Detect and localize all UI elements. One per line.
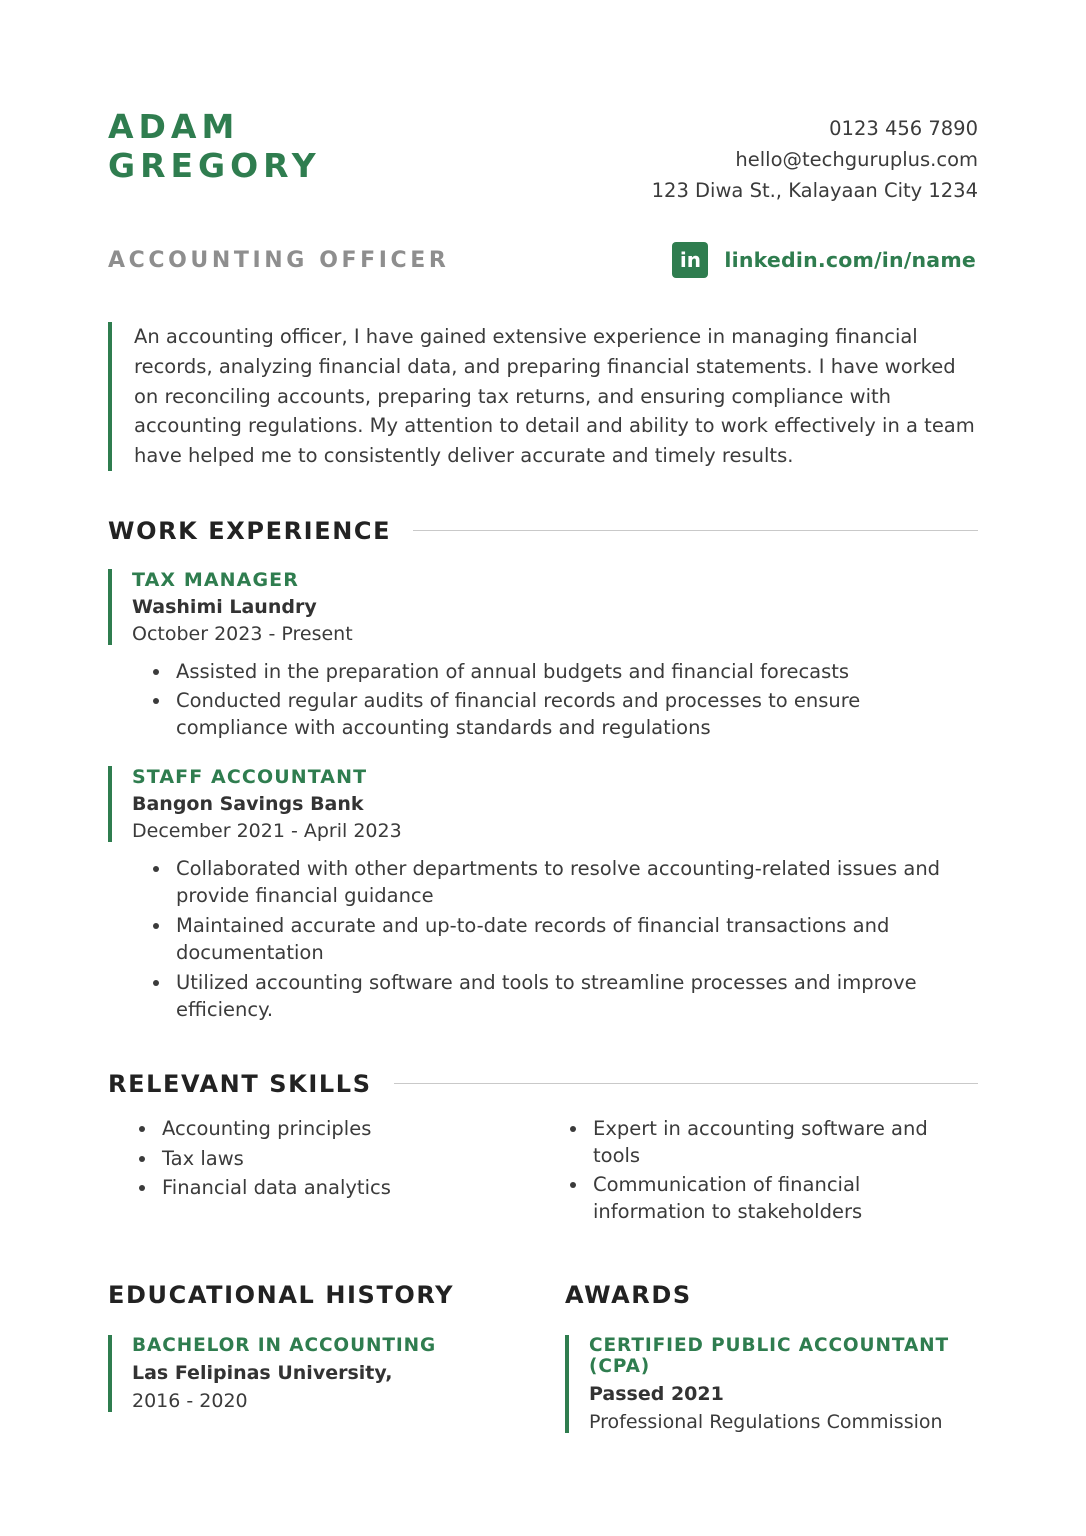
section-title: EDUCATIONAL HISTORY bbox=[108, 1281, 455, 1310]
phone-number[interactable]: 0123 456 7890 bbox=[829, 117, 978, 140]
award-name: CERTIFIED PUBLIC ACCOUNTANT (CPA) bbox=[589, 1335, 950, 1378]
summary-text: An accounting officer, I have gained extensive experience in managing financial records, analyzing financial data, and preparing financial statements. I have worked on reconciling accounts, preparing tax returns, and ensuring compliance with accounting regulations. My attention to detail and ability to work effectively in a team have helped me to consistently deliver accurate and timely results. bbox=[134, 325, 975, 467]
job-position: TAX MANAGER bbox=[132, 568, 299, 591]
section-title: AWARDS bbox=[565, 1281, 692, 1310]
heading-divider bbox=[413, 530, 978, 531]
list-item: • Conducted regular audits of financial records and processes to ensure compliance with accounting standards and regulations bbox=[172, 688, 978, 742]
candidate-name bbox=[108, 100, 321, 186]
linkedin-icon: in bbox=[672, 242, 708, 278]
list-item: • Communication of financial information to stakeholders bbox=[589, 1172, 978, 1226]
list-item: • Utilized accounting software and tools to streamline processes and improve efficiency. bbox=[172, 970, 978, 1024]
bottom-sections bbox=[108, 1281, 978, 1433]
job-role-title: ACCOUNTING OFFICER bbox=[108, 247, 450, 273]
award-status: Passed 2021 bbox=[589, 1383, 724, 1406]
linkedin-url[interactable]: linkedin.com/in/name bbox=[724, 248, 976, 273]
relevant-skills-heading bbox=[108, 1070, 978, 1098]
job-company: Bangon Savings Bank bbox=[132, 793, 364, 816]
relevant-skills-section bbox=[108, 1070, 978, 1230]
school-name: Las Felipinas University, bbox=[132, 1362, 393, 1385]
job-bullets bbox=[108, 659, 978, 743]
list-item: • Accounting principles bbox=[158, 1116, 543, 1143]
skills-list bbox=[543, 1116, 978, 1227]
degree-name: BACHELOR IN ACCOUNTING bbox=[132, 1335, 437, 1357]
skills-column-left bbox=[108, 1116, 543, 1230]
job-company: Washimi Laundry bbox=[132, 595, 317, 618]
work-experience-heading bbox=[108, 517, 978, 545]
section-title: WORK EXPERIENCE bbox=[108, 516, 392, 545]
education-section bbox=[108, 1281, 543, 1433]
street-address: 123 Diwa St., Kalayaan City 1234 bbox=[651, 178, 978, 202]
section-title: RELEVANT SKILLS bbox=[108, 1069, 372, 1098]
job-dates: October 2023 - Present bbox=[132, 622, 353, 645]
skills-list bbox=[108, 1116, 543, 1203]
work-entry bbox=[108, 569, 978, 645]
profile-summary bbox=[108, 322, 978, 470]
job-position: STAFF ACCOUNTANT bbox=[132, 766, 368, 789]
award-entry bbox=[565, 1335, 978, 1433]
list-item: • Assisted in the preparation of annual budgets and financial forecasts bbox=[172, 659, 978, 686]
list-item: • Financial data analytics bbox=[158, 1175, 543, 1202]
job-bullets bbox=[108, 856, 978, 1023]
heading-divider bbox=[394, 1083, 978, 1084]
list-item: • Expert in accounting software and tools bbox=[589, 1116, 978, 1170]
list-item: • Collaborated with other departments to resolve accounting-related issues and provide financial guidance bbox=[172, 856, 978, 910]
award-issuer: Professional Regulations Commission bbox=[589, 1411, 943, 1434]
last-name: GREGORY bbox=[108, 145, 321, 185]
education-years: 2016 - 2020 bbox=[132, 1390, 248, 1413]
linkedin-link[interactable] bbox=[672, 242, 976, 278]
list-item: • Maintained accurate and up-to-date records of financial transactions and documentation bbox=[172, 913, 978, 967]
awards-section bbox=[543, 1281, 978, 1433]
job-dates: December 2021 - April 2023 bbox=[132, 820, 402, 843]
resume-header bbox=[108, 100, 978, 206]
skills-columns bbox=[108, 1116, 978, 1230]
email-address[interactable]: hello@techguruplus.com bbox=[735, 147, 978, 171]
contact-details bbox=[652, 100, 978, 206]
list-item: • Tax laws bbox=[158, 1146, 543, 1173]
role-row bbox=[108, 242, 978, 278]
work-entry bbox=[108, 766, 978, 842]
first-name: ADAM bbox=[108, 107, 240, 146]
work-experience-section bbox=[108, 517, 978, 1024]
skills-column-right bbox=[543, 1116, 978, 1230]
education-entry bbox=[108, 1335, 543, 1412]
